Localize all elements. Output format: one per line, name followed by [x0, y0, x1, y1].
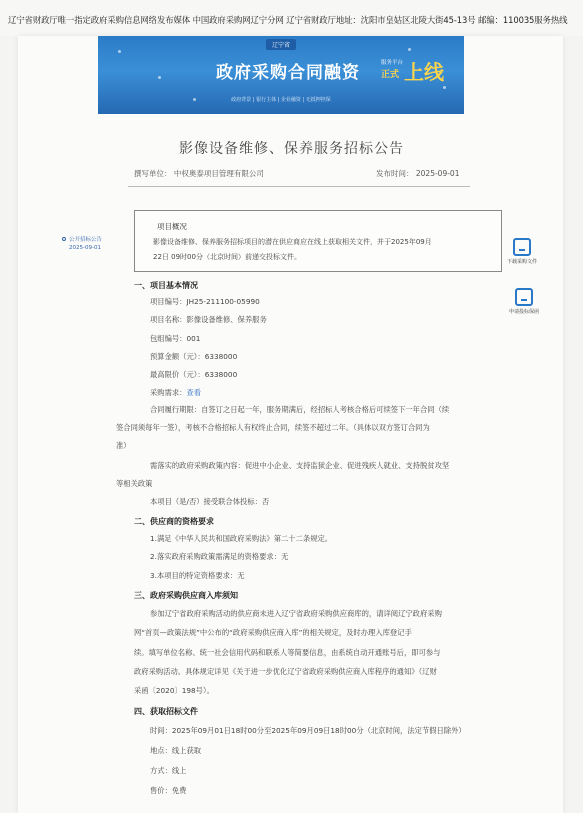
banner-decoration: [408, 48, 411, 51]
contract-period: 合同履行期限：自签订之日起一年，服务期满后，经招标人考核合格后可续签下一年合同（续: [150, 405, 450, 414]
sidebar-category[interactable]: [62, 236, 102, 252]
project-overview-box: [134, 210, 502, 272]
project-number: 项目编号：JH25-211100-05990: [150, 297, 260, 306]
acquisition-place: 地点：线上获取: [150, 746, 202, 755]
banner-province-tag: 辽宁省: [266, 39, 296, 50]
banner-official-label: 正式: [381, 70, 400, 80]
overview-text: [153, 235, 493, 265]
document-price: 售价：免费: [150, 786, 187, 795]
registration-text: 政府采购活动。具体规定详见《关于进一步优化辽宁省政府采购供应商入库程序的通知》（辽财: [134, 667, 437, 676]
title-divider: [128, 186, 470, 187]
registration-text: 续。填写单位名称、统一社会信用代码和联系人等简要信息，由系统自动开通账号后，即可参与: [134, 648, 441, 657]
download-docs-button[interactable]: [507, 238, 537, 265]
banner-decoration: [158, 76, 161, 79]
qualification-item: 1.满足《中华人民共和国政府采购法》第二十二条规定。: [150, 534, 333, 543]
policy-content: 等相关政策: [116, 479, 153, 488]
overview-line: 22日 09时00分（北京时间）前递交投标文件。: [153, 253, 301, 261]
policy-content: 需落实的政府采购政策内容：促进中小企业、支持监狱企业、促进残疾人就业、支持脱贫攻坚: [150, 461, 450, 470]
consortium-bidding: 本项目（是/否）接受联合体投标：否: [150, 497, 270, 506]
publish-date-info: [376, 168, 459, 179]
site-header-info: 辽宁省财政厅唯一指定政府采购信息网络发布媒体 中国政府采购网辽宁分网 辽宁省财政厅地址：沈阳市皇姑区北陵大街45-13号 邮编：110035服务热线: [0, 0, 583, 36]
contract-period: 签合同须每年一签），考核不合格招标人有权终止合同，续签不超过二年。（具体以双方签订合同为: [116, 423, 430, 432]
acquisition-time: 时间：2025年09月01日18时00分至2025年09月09日18时00分（北京时间，法定节假日除外）: [150, 726, 466, 735]
section-heading: 四、获取招标文件: [134, 707, 198, 716]
apply-bid-bond-label: 申请投标保函: [509, 309, 540, 315]
download-docs-label: 下载采购文件: [507, 259, 538, 265]
package-number: 包组编号：001: [150, 334, 201, 343]
budget-amount: 预算金额（元）：6338000: [150, 352, 238, 361]
banner-online-label: 上线: [404, 60, 444, 84]
banner-subtitle: 政府背景 | 银行主体 | 企业融资 | 无抵押担保: [231, 97, 331, 103]
acquisition-method: 方式：线上: [150, 766, 187, 775]
download-icon: [513, 238, 531, 256]
overview-title: 项目概况: [157, 222, 187, 231]
banner-decoration: [193, 98, 196, 101]
sidebar-date: 2025-09-01: [69, 245, 101, 251]
publisher-info: [134, 168, 264, 179]
registration-text: 参加辽宁省政府采购活动的供应商未进入辽宁省政府采购供应商库的，请详阅辽宁政府采购: [150, 609, 442, 618]
section-heading: 三、政府采购供应商入库须知: [134, 591, 238, 600]
banner-title: 政府采购合同融资: [216, 63, 360, 83]
document-title: 影像设备维修、保养服务招标公告: [179, 141, 404, 157]
publisher-name: 中权奥泰项目管理有限公司: [173, 169, 264, 178]
promo-banner[interactable]: [98, 36, 464, 114]
apply-bid-bond-button[interactable]: [509, 288, 539, 315]
view-demand-link[interactable]: 查看: [186, 388, 202, 397]
banner-platform-label: 服务平台: [381, 60, 404, 66]
sidebar-category-label: 公开招标公告: [69, 237, 103, 243]
procurement-demand: [150, 388, 201, 398]
contract-period: 准）: [116, 441, 131, 450]
banner-decoration: [118, 50, 121, 53]
project-name: 项目名称：影像设备维修、保养服务: [150, 315, 267, 324]
publish-date: 2025-09-01: [415, 169, 460, 178]
registration-text: 网“首页—政策法规”中公布的“政府采购供应商入库”的相关规定，及时办理入库登记手: [134, 628, 412, 637]
registration-text: 采函〔2020〕198号）。: [134, 686, 214, 695]
section-heading: 二、供应商的资格要求: [134, 517, 214, 526]
bullet-icon: [62, 237, 66, 241]
max-price: 最高限价（元）：6338000: [150, 370, 238, 379]
demand-label: 采购需求：: [150, 388, 187, 397]
qualification-item: 3.本项目的特定资格要求：无: [150, 571, 245, 580]
banner-decoration: [443, 86, 446, 89]
publish-date-label: 发布时间：: [376, 169, 414, 178]
publisher-label: 撰写单位：: [134, 169, 172, 178]
overview-line: 影像设备维修、保养服务招标项目的潜在供应商应在线上获取相关文件，并于2025年09月: [153, 238, 432, 246]
section-heading: 一、项目基本情况: [134, 281, 198, 290]
qualification-item: 2.落实政府采购政策需满足的资格要求：无: [150, 552, 289, 561]
document-icon: [515, 288, 533, 306]
